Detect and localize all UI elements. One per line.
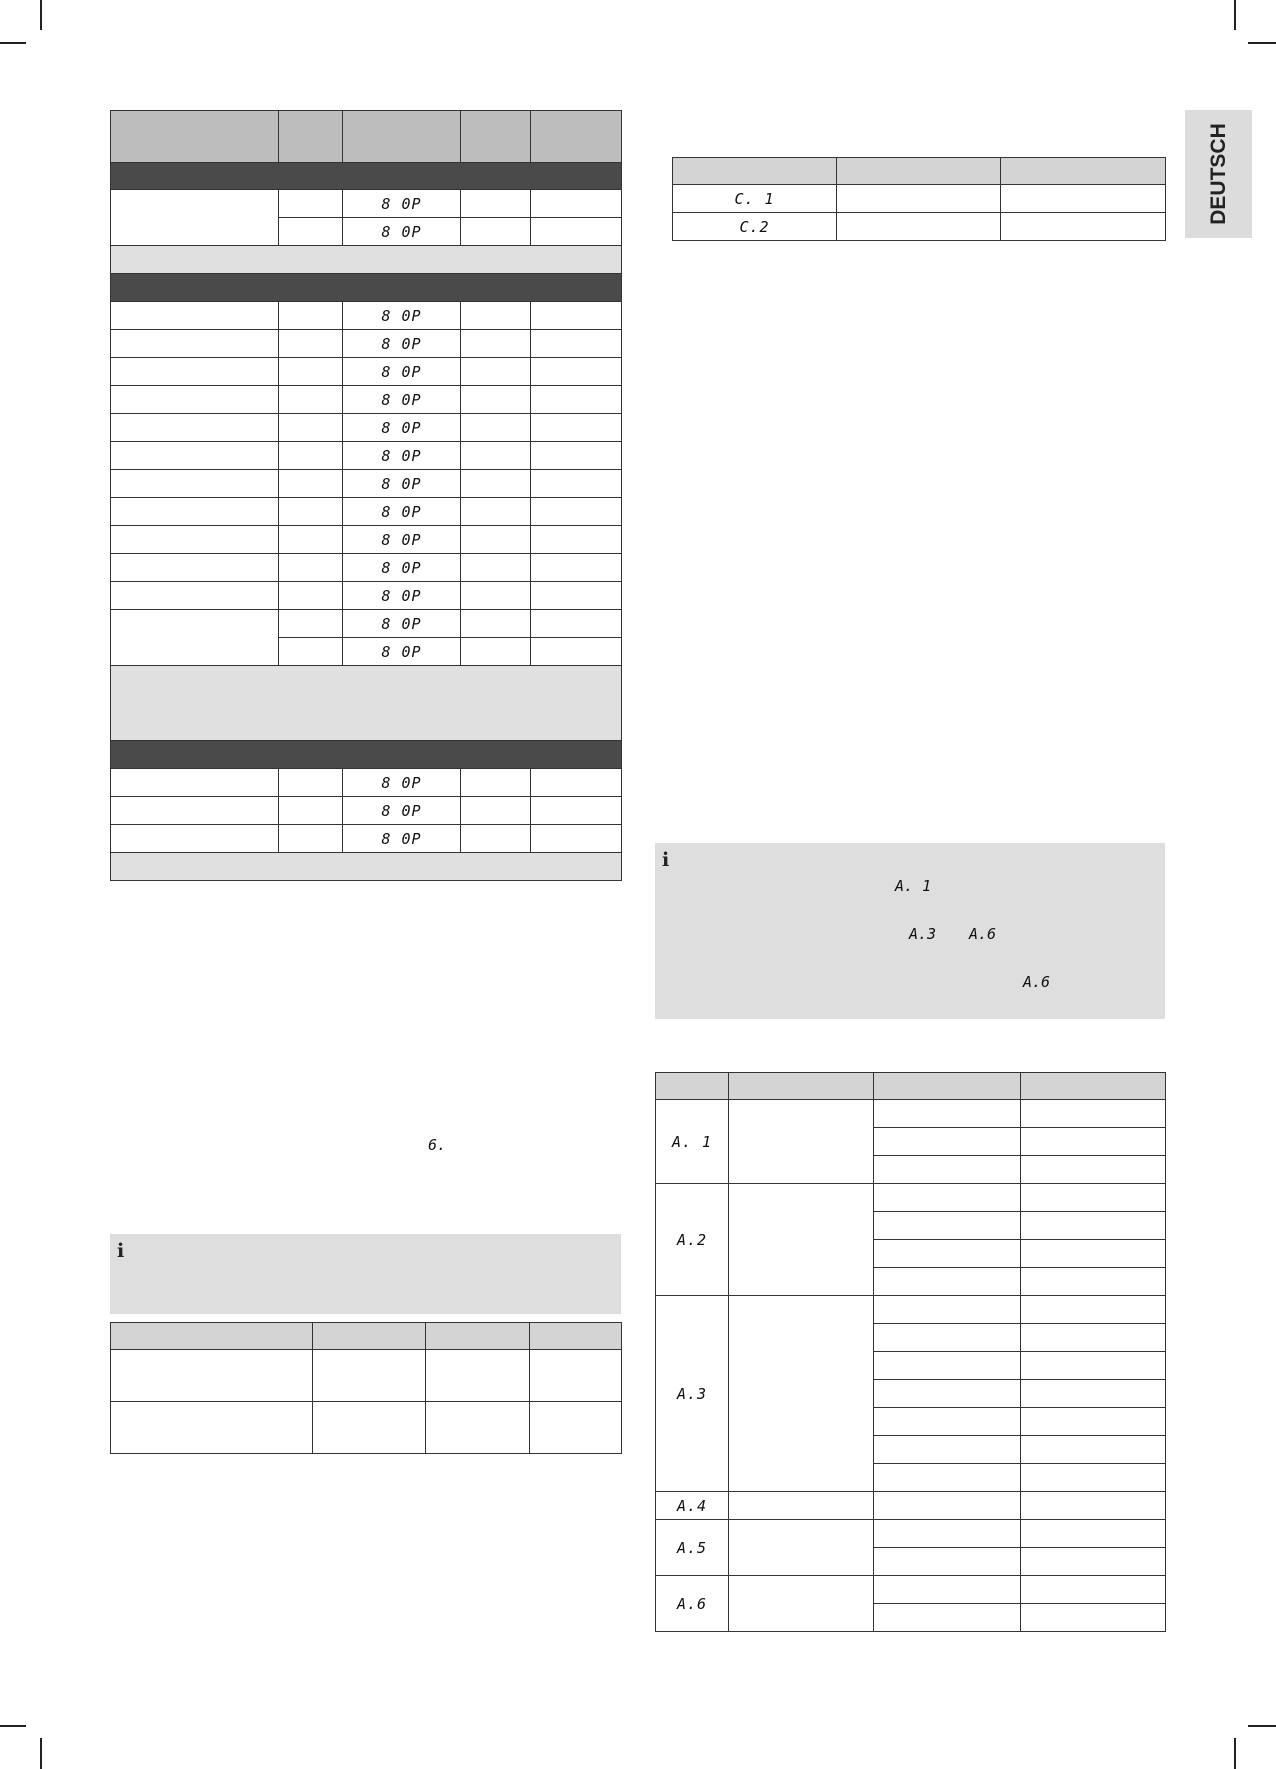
header-cell <box>313 1323 426 1350</box>
header-cell <box>279 111 343 163</box>
display-code: 8 0P <box>343 526 461 554</box>
table-row <box>673 213 1166 241</box>
section-note <box>111 246 622 274</box>
table-row <box>111 825 622 853</box>
table-row <box>111 414 622 442</box>
crop-mark <box>0 42 26 44</box>
table-row <box>111 498 622 526</box>
program-table <box>110 110 622 881</box>
crop-mark <box>1234 1738 1236 1769</box>
display-code: 8 0P <box>343 554 461 582</box>
inline-display-code: A.3 <box>909 925 937 943</box>
info-icon: i <box>662 849 670 871</box>
a-code-table <box>655 1072 1166 1632</box>
display-code: 8 0P <box>343 498 461 526</box>
table-row <box>656 1576 1166 1604</box>
display-code: A.4 <box>656 1492 729 1520</box>
info-icon: i <box>117 1240 125 1262</box>
display-code: A.5 <box>656 1520 729 1576</box>
table-row <box>111 330 622 358</box>
inline-display-code: A.6 <box>969 925 997 943</box>
table-row <box>656 1520 1166 1548</box>
header-cell <box>656 1073 729 1100</box>
crop-mark <box>1248 42 1276 44</box>
inline-display-code: A.6 <box>1023 973 1051 991</box>
info-box <box>110 1234 621 1314</box>
header-cell <box>343 111 461 163</box>
display-code: 8 0P <box>343 582 461 610</box>
table-row <box>111 358 622 386</box>
display-code: 8 0P <box>343 386 461 414</box>
header-cell <box>461 111 531 163</box>
table-row <box>656 1184 1166 1212</box>
header-cell <box>111 111 279 163</box>
table-row <box>111 470 622 498</box>
header-cell <box>1001 158 1166 185</box>
table-header <box>111 111 622 163</box>
table-row <box>111 554 622 582</box>
table-row <box>656 1100 1166 1128</box>
display-code: C. 1 <box>673 185 837 213</box>
display-code: 8 0P <box>343 797 461 825</box>
display-code: 8 0P <box>343 414 461 442</box>
display-code: 8 0P <box>343 330 461 358</box>
display-code: 8 0P <box>343 358 461 386</box>
info-box <box>655 843 1165 1019</box>
header-cell <box>729 1073 874 1100</box>
table-header <box>673 158 1166 185</box>
table-row <box>111 769 622 797</box>
language-tab <box>1185 110 1252 238</box>
table-row <box>111 582 622 610</box>
inline-display-code: 6. <box>428 1136 447 1154</box>
display-code: 8 0P <box>343 610 461 638</box>
table-row <box>111 190 622 218</box>
table-row <box>656 1296 1166 1324</box>
display-code: 8 0P <box>343 190 461 218</box>
header-cell <box>837 158 1001 185</box>
display-code: A. 1 <box>656 1100 729 1184</box>
table-row <box>111 1402 622 1454</box>
crop-mark <box>1234 0 1236 30</box>
table-header <box>656 1073 1166 1100</box>
header-cell <box>530 1323 622 1350</box>
section-header <box>111 741 622 769</box>
display-code: 8 0P <box>343 218 461 246</box>
display-code: 8 0P <box>343 825 461 853</box>
table-row <box>111 442 622 470</box>
display-code: 8 0P <box>343 442 461 470</box>
c-code-table <box>672 157 1166 241</box>
table-row <box>111 797 622 825</box>
crop-mark <box>40 1738 42 1769</box>
table-row <box>111 1350 622 1402</box>
display-code: A.2 <box>656 1184 729 1296</box>
table-row <box>111 386 622 414</box>
display-code: 8 0P <box>343 638 461 666</box>
table-header <box>111 1323 622 1350</box>
crop-mark <box>0 1725 26 1727</box>
display-code: A.3 <box>656 1296 729 1492</box>
header-cell <box>1021 1073 1166 1100</box>
header-cell <box>426 1323 530 1350</box>
table-row <box>111 526 622 554</box>
display-code: 8 0P <box>343 470 461 498</box>
header-cell <box>531 111 622 163</box>
display-code: 8 0P <box>343 769 461 797</box>
inline-display-code: A. 1 <box>895 877 932 895</box>
display-code: 8 0P <box>343 302 461 330</box>
header-cell <box>673 158 837 185</box>
display-code: A.6 <box>656 1576 729 1632</box>
small-table <box>110 1322 622 1454</box>
display-code: C.2 <box>673 213 837 241</box>
table-row <box>656 1492 1166 1520</box>
language-tab-label: DEUTSCH <box>1206 123 1230 225</box>
table-row <box>111 302 622 330</box>
table-row <box>111 610 622 638</box>
section-header <box>111 274 622 302</box>
table-row <box>673 185 1166 213</box>
crop-mark <box>40 0 42 30</box>
header-cell <box>874 1073 1021 1100</box>
header-cell <box>111 1323 313 1350</box>
section-header <box>111 163 622 190</box>
section-note <box>111 853 622 881</box>
section-note <box>111 666 622 741</box>
crop-mark <box>1248 1725 1276 1727</box>
